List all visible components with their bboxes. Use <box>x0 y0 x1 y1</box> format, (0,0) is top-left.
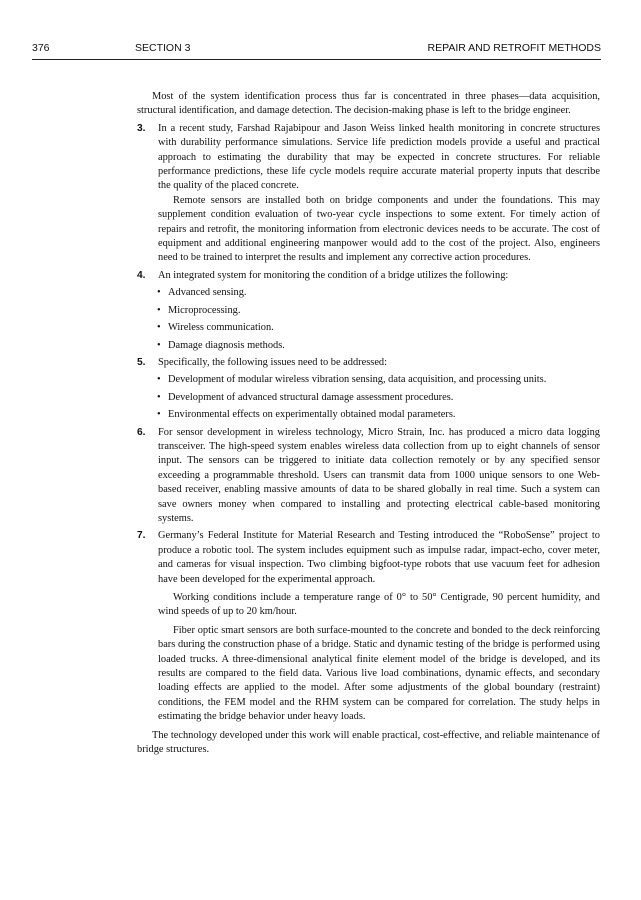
bullet-item: • Development of advanced structural damage assessment procedures. <box>137 391 600 405</box>
item-3-continuation: Remote sensors are installed both on bridge components and under the foundations. This may supplement condition evaluation of two-year cycle inspections to some extent. For timely action of repairs and retrofit, the monitoring information from electronic devices needs to be accurate. The cost of equipment and additional engineering manpower would add to the cost of the project. Also, engineers need to be trained to interpret the results and implement any corrective action procedures. <box>158 194 600 264</box>
bullet-icon: • <box>157 287 161 299</box>
item-number: 5. <box>137 356 146 368</box>
chapter-title: REPAIR AND RETROFIT METHODS <box>427 42 601 54</box>
bullet-icon: • <box>157 409 161 421</box>
closing-paragraph: The technology developed under this work will enable practical, cost-effective, and reliable maintenance of bridge structures. <box>137 729 600 756</box>
item-text: An integrated system for monitoring the condition of a bridge utilizes the following: <box>158 269 509 281</box>
item-7-continuation: Working conditions include a temperature range of 0° to 50° Centigrade, 90 percent humidity, and wind speeds of up to 20 km/hour. <box>158 592 600 618</box>
bullet-icon: • <box>157 304 161 316</box>
bullet-icon: • <box>157 339 161 351</box>
header-rule <box>32 59 601 60</box>
intro-paragraph: Most of the system identification process thus far is concentrated in three phases—data acquisition, structural identification, and damage detection. The decision-making phase is left to the bridge engineer. <box>137 91 600 117</box>
list-item-7 <box>137 529 600 587</box>
bullet-item: • Development of modular wireless vibration sensing, data acquisition, and processing units. <box>137 373 600 387</box>
item-text: In a recent study, Farshad Rajabipour and Jason Weiss linked health monitoring in concrete structures with durability performance simulations. Service life prediction models provide a useful and practical approach to estimating the durability that may be expected in concrete structures. For reliable performance predictions, these life cycle models require accurate material property inputs that describe the quality of the placed concrete. <box>158 122 600 192</box>
bullet-icon: • <box>157 391 161 403</box>
list-item-5 <box>137 356 600 370</box>
bullet-item: • Microprocessing. <box>137 304 600 318</box>
item-text: Specifically, the following issues need to be addressed: <box>158 356 388 368</box>
item-text: Germany’s Federal Institute for Material Research and Testing introduced the “RoboSense” project to produce a robotic tool. The system includes equipment such as impulse radar, impact-echo, cover meter, and cameras for visual inspection. Two climbing bigfoot-type robots that use vacuum feet for adhesion have been developed for the experimental approach. <box>158 530 600 585</box>
item-number: 6. <box>137 426 146 438</box>
item-text: For sensor development in wireless technology, Micro Strain, Inc. has produced a micro data logging transceiver. The high-speed system enables wireless data collection from up to eight channels of sensor input. The sensors can be triggered to initiate data collection remotely or by any specified sensor exceeding a programmable threshold. Users can transmit data from 1000 unique sensors to one Web-based receiver, enabling massive amounts of data to be shared globally in real time. Such a system can save owners money when compared to installing and protecting electrical cable-based monitoring systems. <box>158 426 600 524</box>
running-header <box>32 42 601 58</box>
bullet-icon: • <box>157 322 161 334</box>
bullet-item: • Environmental effects on experimentally obtained modal parameters. <box>137 408 600 422</box>
bullet-item: • Wireless communication. <box>137 321 600 335</box>
item-number: 3. <box>137 122 146 134</box>
section-label: SECTION 3 <box>135 42 191 54</box>
bullet-item: • Advanced sensing. <box>137 286 600 300</box>
list-item-6 <box>137 426 600 527</box>
bullet-item: • Damage diagnosis methods. <box>137 339 600 353</box>
body-text <box>137 90 600 757</box>
list-item-4 <box>137 269 600 283</box>
item-7-continuation: Fiber optic smart sensors are both surface-mounted to the concrete and bonded to the deck reinforcing bars during the construction phase of a bridge. Static and dynamic testing of the bridge is performed using loaded trucks. A three-dimensional analytical finite element model of the bridge is developed, and its results are compared to the field data. Various live load combinations, dynamic effects, and secondary loading effects are applied to the model. After some adjustments of the global boundary (restraint) conditions, the FEM model and the RHM system can be compared for correlation. The study helps in estimating the bridge behavior under heavy loads. <box>158 624 600 723</box>
item-number: 4. <box>137 269 146 281</box>
item-number: 7. <box>137 530 146 542</box>
list-item-3 <box>137 122 600 194</box>
bullet-icon: • <box>157 374 161 386</box>
page-number: 376 <box>32 42 50 54</box>
